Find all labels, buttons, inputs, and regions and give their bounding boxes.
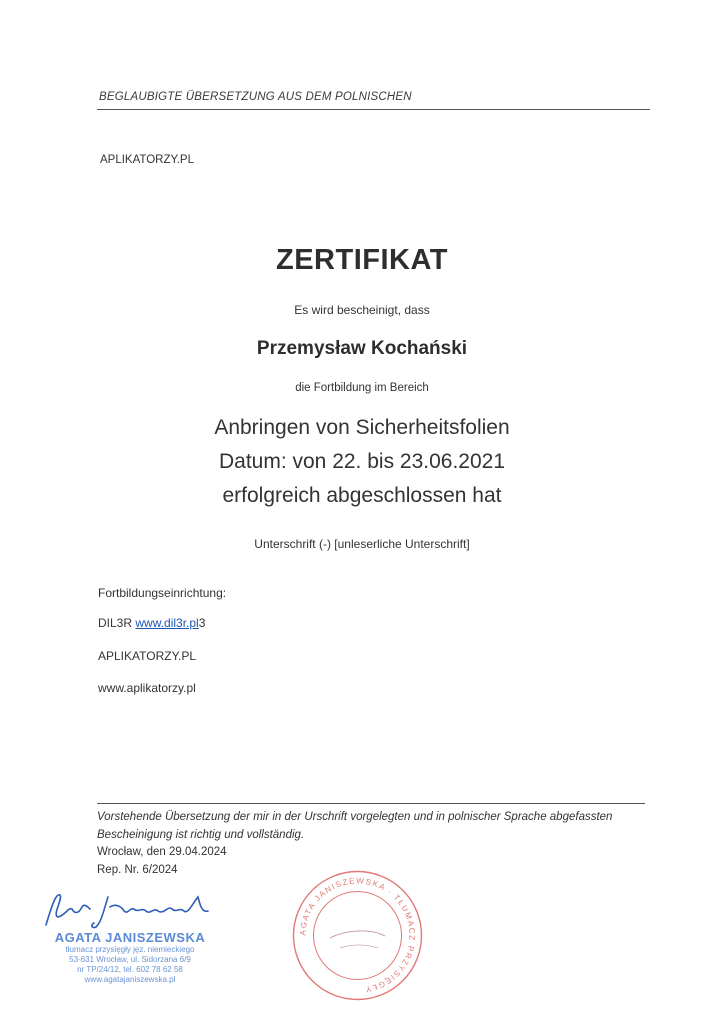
course-line-3: erfolgreich abgeschlossen hat	[222, 484, 502, 507]
organization-line-1	[98, 616, 205, 630]
course-line-2: Datum: von 22. bis 23.06.2021	[218, 450, 506, 473]
translator-signature-icon	[38, 885, 238, 935]
signature-note: Unterschrift (-) [unleserliche Unterschrift]	[254, 537, 470, 551]
training-label: die Fortbildung im Bereich	[295, 382, 429, 394]
certificate-title: ZERTIFIKAT	[276, 244, 448, 276]
course-line-1: Anbringen von Sicherheitsfolien	[214, 416, 510, 439]
organization-website-link[interactable]: www.dil3r.pl	[135, 616, 199, 630]
certified-translation-header: BEGLAUBIGTE ÜBERSETZUNG AUS DEM POLNISCHEN	[99, 91, 412, 103]
stamp-line-1: tłumacz przysięgły jęz. niemieckiego	[65, 945, 195, 954]
translation-statement: Vorstehende Übersetzung der mir in der Urschrift vorgelegten und in polnischer Sprache abgefassten Bescheinigung ist richtig und vollständig.	[97, 811, 613, 841]
official-seal-icon	[290, 868, 425, 1003]
issuer-name-top: APLIKATORZY.PL	[100, 154, 194, 166]
organization-line-2: APLIKATORZY.PL	[98, 649, 197, 663]
stamp-line-3: nr TP/24/12, tel. 602 78 62 58	[77, 965, 183, 974]
organization-label: Fortbildungseinrichtung:	[98, 586, 227, 600]
footer-divider	[97, 803, 645, 804]
organization-suffix: 3	[198, 616, 206, 630]
place-and-date: Wrocław, den 29.04.2024	[97, 846, 227, 858]
translator-stamp	[30, 930, 230, 985]
stamp-line-2: 53-631 Wrocław, ul. Sidorzana 6/9	[69, 955, 191, 964]
organization-name: DIL3R	[98, 616, 136, 630]
repertory-number: Rep. Nr. 6/2024	[97, 864, 178, 876]
header-divider	[97, 109, 650, 110]
organization-line-3: www.aplikatorzy.pl	[98, 681, 196, 695]
stamp-translator-name: AGATA JANISZEWSKA	[54, 930, 206, 945]
svg-text:AGATA JANISZEWSKA · TŁUMACZ PR: AGATA JANISZEWSKA · TŁUMACZ PRZYSIĘGŁY	[298, 876, 417, 995]
stamp-line-4: www.agatajaniszewska.pl	[84, 975, 176, 984]
certify-text: Es wird bescheinigt, dass	[294, 303, 430, 317]
recipient-name: Przemysław Kochański	[256, 338, 468, 359]
